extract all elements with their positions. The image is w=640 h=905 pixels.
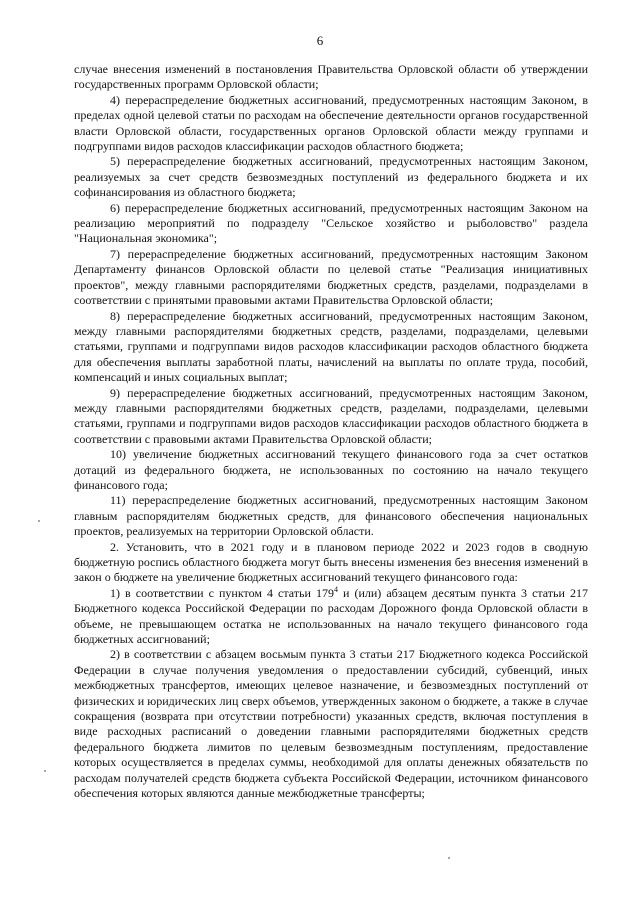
page-number: 6 xyxy=(316,33,324,48)
paragraph-item-11: 11) перераспределение бюджетных ассигнований, предусмотренных настоящим Законом главным распорядителям бюджетных средств, для финансового обеспечения национальных проектов, реализуемых на территории Орловской области. xyxy=(74,493,588,539)
scan-speck xyxy=(44,770,46,772)
article-superscript: 4 xyxy=(333,584,338,594)
document-body xyxy=(74,62,588,802)
subitem-1-text-after: и (или) абзацем десятым пункта 3 статьи 217 Бюджетного кодекса Российской Федерации по расходам Дорожного фонда Орловской области в объеме, не превышающем остатка не использованных на начало текущего финансового года бюджетных ассигнований; xyxy=(74,585,588,647)
paragraph-continuation: случае внесения изменений в постановления Правительства Орловской области об утверждении государственных программ Орловской области; xyxy=(74,62,588,92)
paragraph-subitem-2: 2) в соответствии с абзацем восьмым пункта 3 статьи 217 Бюджетного кодекса Российской Федерации в случае получения уведомления о предоставлении субсидий, субвенций, иных межбюджетных трансфертов, имеющих целевое назначение, и безвозмездных поступлений от физических и юридических лиц сверх объемов, утвержденных законом о бюджете, а также в случае сокращения (возврата при отсутствии потребности) указанных средств, включая поступления в виде расходных расписаний о доведении главными распорядителями бюджетных средств федерального бюджета лимитов по целевым безвозмездным поступлениям, предоставление которых осуществляется в пределах суммы, необходимой для оплаты денежных обязательств по расходам получателей средств бюджета субъекта Российской Федерации, источником финансового обеспечения которых являются данные межбюджетные трансферты; xyxy=(74,647,588,801)
paragraph-section-2: 2. Установить, что в 2021 году и в плановом периоде 2022 и 2023 годов в сводную бюджетную роспись областного бюджета могут быть внесены изменения без внесения изменений в закон о бюджете на увеличение бюджетных ассигнований текущего финансового года: xyxy=(74,539,588,585)
paragraph-item-9: 9) перераспределение бюджетных ассигнований, предусмотренных настоящим Законом, между главными распорядителями бюджетных средств, разделами, подразделами, целевыми статьями, группами и подгруппами видов расходов классификации расходов областного бюджета в соответствии с правовыми актами Правительства Орловской области; xyxy=(74,385,588,446)
paragraph-item-7: 7) перераспределение бюджетных ассигнований, предусмотренных настоящим Законом Департаменту финансов Орловской области по целевой статье "Реализация инициативных проектов", между главными распорядителями бюджетных средств, разделами, подразделами в соответствии с принятыми правовыми актами Правительства Орловской области; xyxy=(74,246,588,308)
paragraph-item-10: 10) увеличение бюджетных ассигнований текущего финансового года за счет остатков дотаций из федерального бюджета, не использованных по состоянию на начало текущего финансового года; xyxy=(74,447,588,492)
scan-speck xyxy=(38,520,40,522)
subitem-1-text-before: 1) в соответствии с пунктом 4 статьи 179 xyxy=(110,585,334,600)
paragraph-item-4: 4) перераспределение бюджетных ассигнований, предусмотренных настоящим Законом, в пределах одной целевой статьи по расходам на обеспечение деятельности органов государственной власти Орловской области, государственных органов Орловской области между группами и подгруппами видов расходов классификации расходов областного бюджета; xyxy=(74,92,588,154)
paragraph-item-8: 8) перераспределение бюджетных ассигнований, предусмотренных настоящим Законом, между главными распорядителями бюджетных средств, разделами, подразделами, целевыми статьями, группами и подгруппами видов расходов классификации расходов областного бюджета для обеспечения выплаты заработной платы, начислений на выплаты по оплате труда, пособий, компенсаций и иных социальных выплат; xyxy=(74,308,588,385)
scan-speck xyxy=(448,857,450,859)
paragraph-item-6: 6) перераспределение бюджетных ассигнований, предусмотренных настоящим Законом на реализацию мероприятий по подразделу "Сельское хозяйство и рыболовство" раздела "Национальная экономика"; xyxy=(74,200,588,246)
paragraph-subitem-1 xyxy=(74,586,588,648)
paragraph-item-5: 5) перераспределение бюджетных ассигнований, предусмотренных настоящим Законом, реализуемых за счет средств безвозмездных поступлений из федерального бюджета и их софинансирования из областного бюджета; xyxy=(74,154,588,200)
